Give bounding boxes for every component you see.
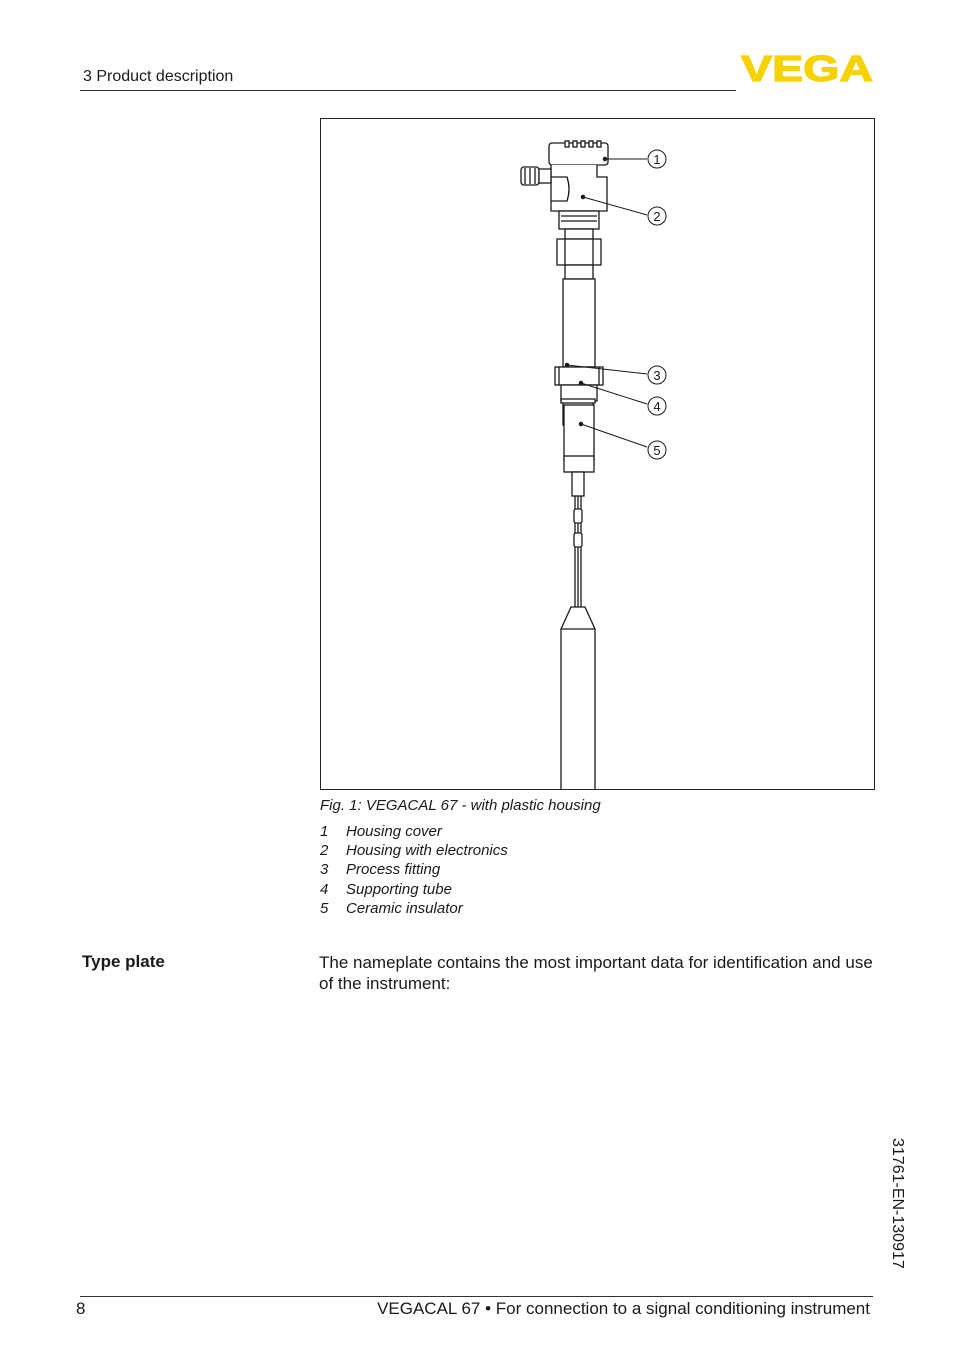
legend-label: Ceramic insulator xyxy=(346,899,463,917)
type-plate-heading: Type plate xyxy=(82,952,165,971)
logo-text: VEGA xyxy=(741,52,873,84)
legend-item xyxy=(320,860,508,879)
type-plate-text: The nameplate contains the most important data for identification and use of the instrument: xyxy=(319,953,873,993)
callout-4: 4 xyxy=(653,399,661,414)
legend-item xyxy=(320,822,508,841)
figure-frame xyxy=(320,118,875,790)
callout-2: 2 xyxy=(653,209,661,224)
header-divider xyxy=(80,90,736,91)
vega-logo xyxy=(740,52,874,84)
legend-number: 2 xyxy=(320,842,329,860)
footer-title: VEGACAL 67 • For connection to a signal conditioning instrument xyxy=(377,1299,870,1318)
figure-legend xyxy=(320,822,508,918)
legend-number: 4 xyxy=(320,880,329,898)
legend-number: 3 xyxy=(320,861,329,879)
figure-caption: Fig. 1: VEGACAL 67 - with plastic housing xyxy=(320,797,601,814)
document-id: 31761-EN-130917 xyxy=(889,1138,906,1269)
legend-number: 1 xyxy=(320,823,329,840)
legend-number: 5 xyxy=(320,899,329,917)
callout-1: 1 xyxy=(653,152,661,167)
legend-label: Housing with electronics xyxy=(346,842,508,860)
legend-item xyxy=(320,880,508,899)
legend-label: Housing cover xyxy=(346,823,442,840)
legend-item xyxy=(320,841,508,860)
footer-divider xyxy=(80,1296,873,1297)
callout-5: 5 xyxy=(653,443,661,458)
page-number: 8 xyxy=(76,1299,86,1318)
legend-label: Process fitting xyxy=(346,861,441,879)
legend-label: Supporting tube xyxy=(346,880,452,898)
section-header: 3 Product description xyxy=(83,68,234,85)
callout-3: 3 xyxy=(653,368,661,383)
instrument-drawing xyxy=(321,119,874,789)
legend-item xyxy=(320,899,508,918)
